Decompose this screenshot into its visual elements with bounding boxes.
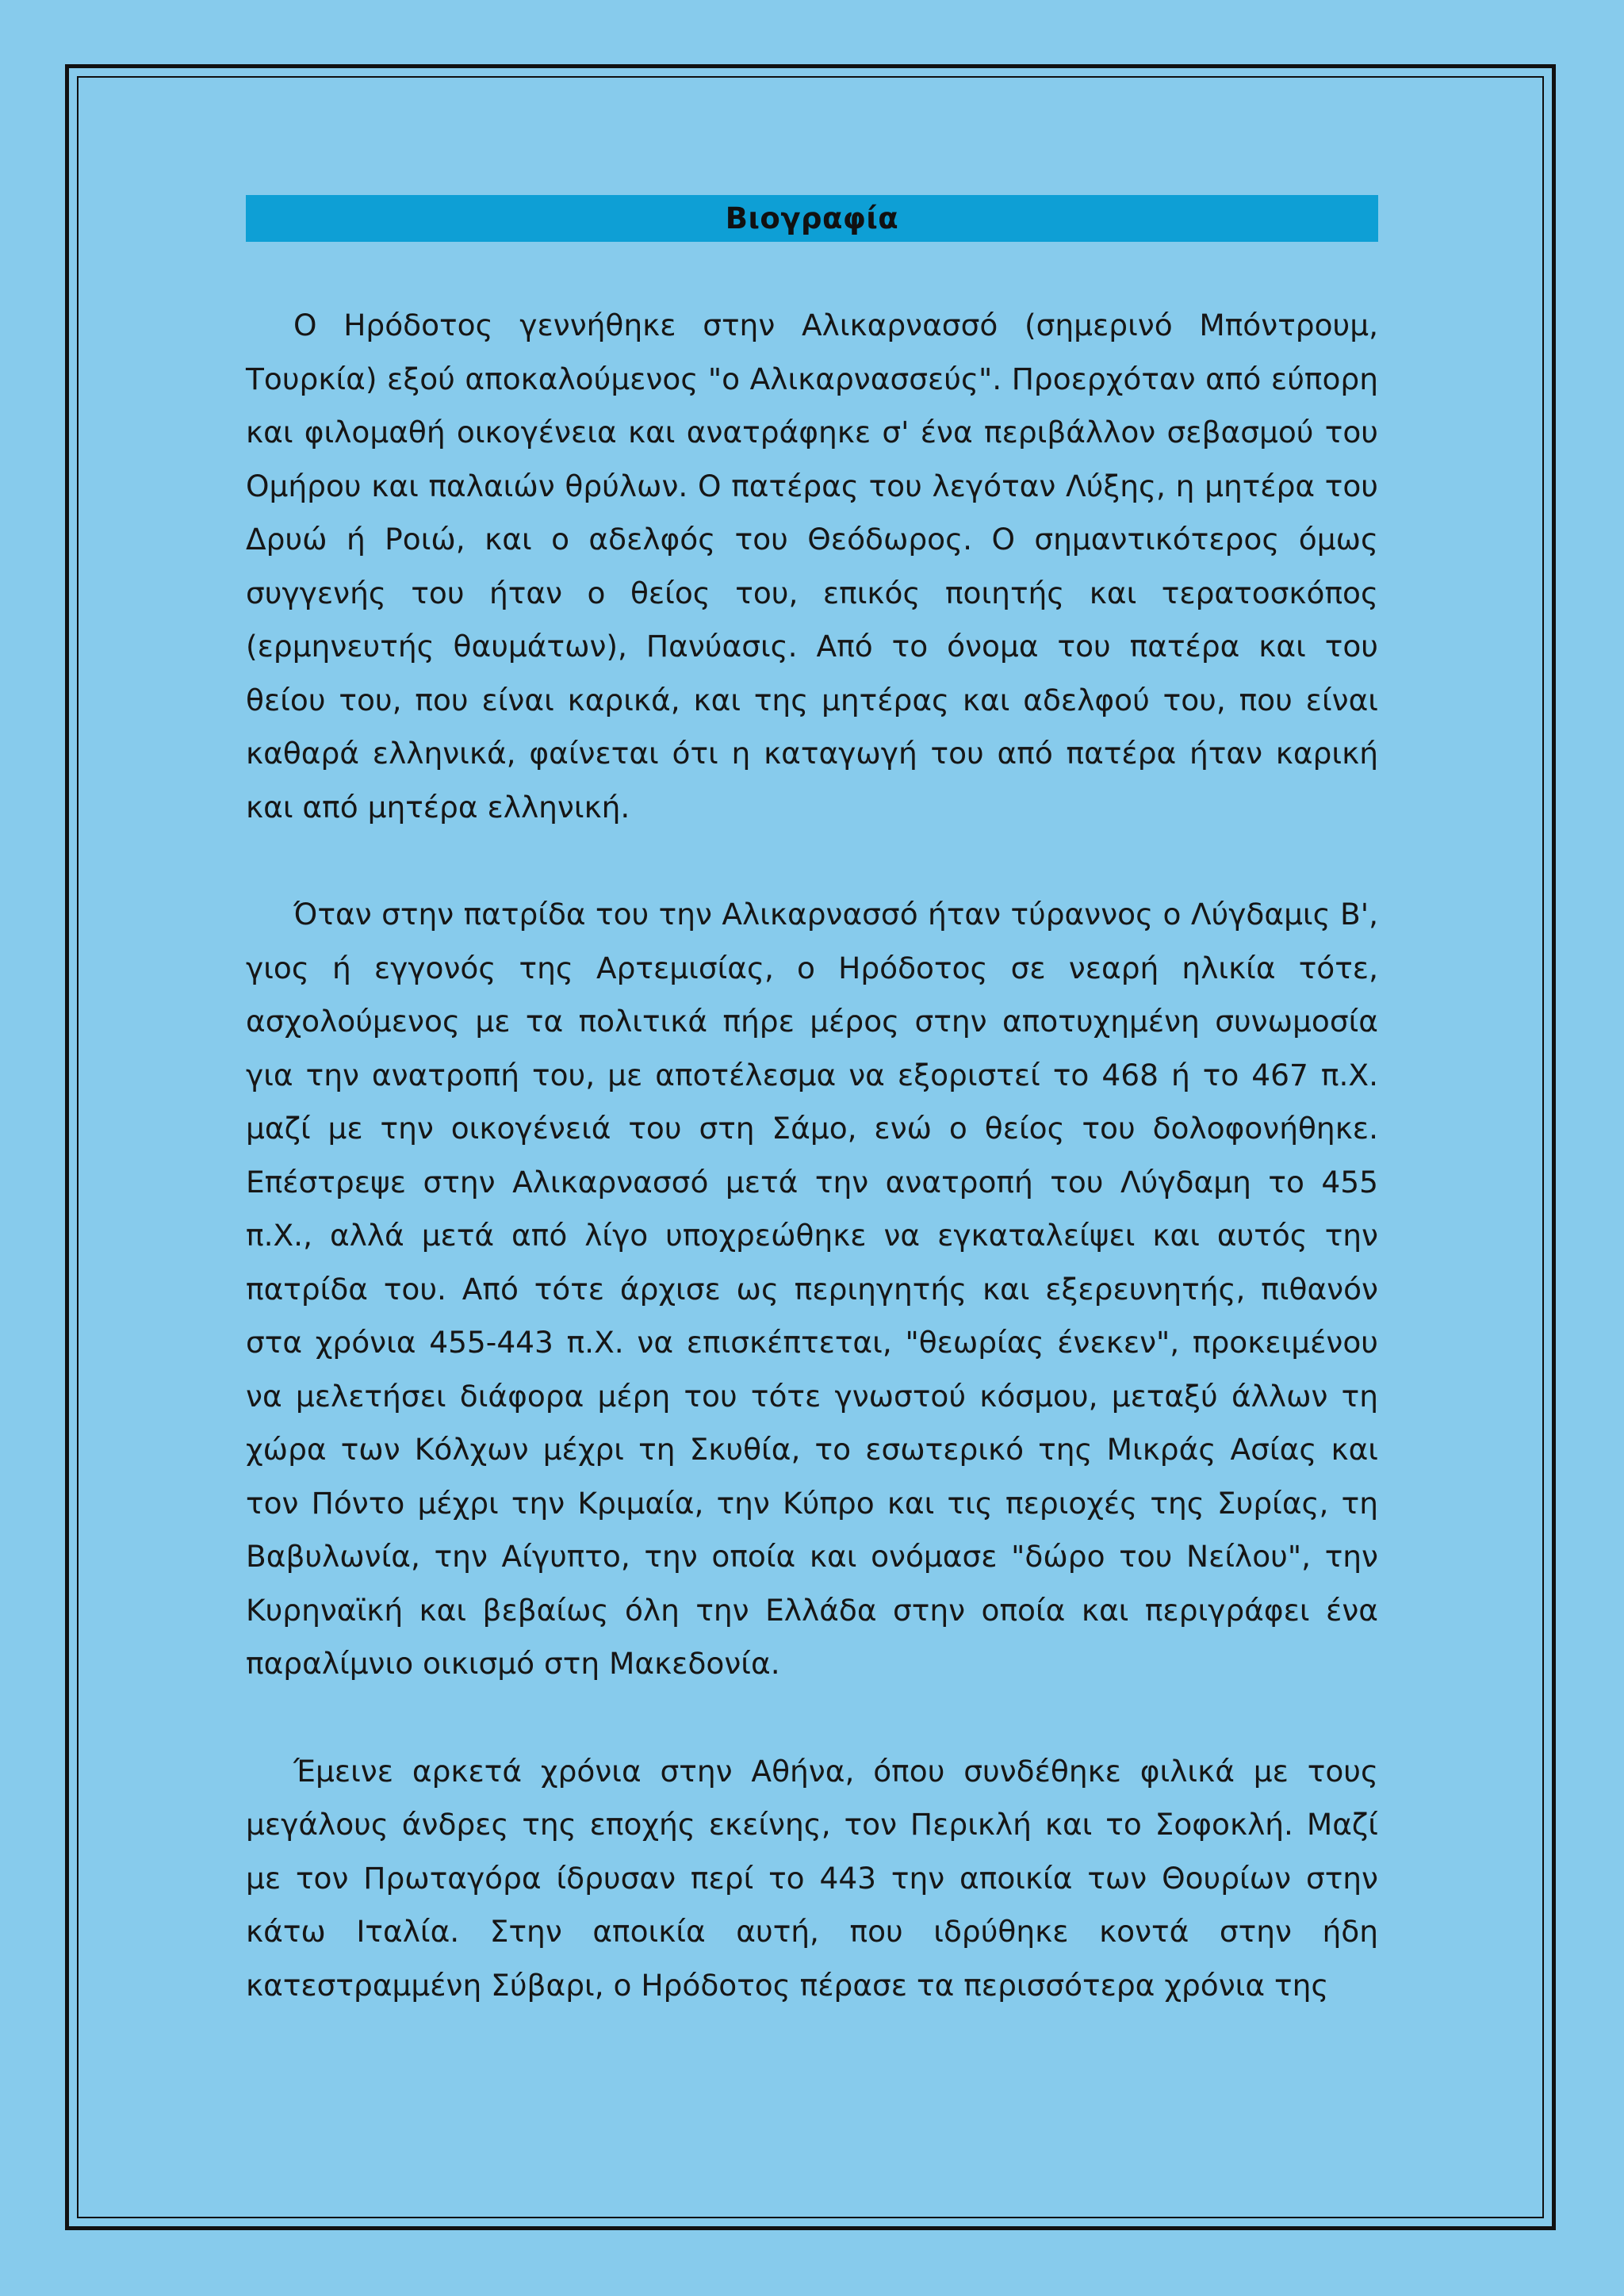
paragraph-origin: Ο Ηρόδοτος γεννήθηκε στην Αλικαρνασσό (σημερινό Μπόντρουμ, Τουρκία) εξού αποκαλούμενος "ο Αλικαρνασσεύς". Προερχόταν από εύπορη και φιλομαθή οικογένεια και ανατράφηκε σ' ένα περιβάλλον σεβασμού του Ομήρου και παλαιών θρύλων. Ο πατέρας του λεγόταν Λύξης, η μητέρα του Δρυώ ή Ροιώ, και ο αδελφός του Θεόδωρος. Ο σημαντικότερος όμως συγγενής του ήταν ο θείος του, επικός ποιητής και τερατοσκόπος (ερμηνευτής θαυμάτων), Πανύασις. Από το όνομα του πατέρα και του θείου του, που είναι καρικά, και της μητέρας και αδελφού του, που είναι καθαρά ελληνικά, φαίνεται ότι η καταγωγή του από πατέρα ήταν καρική και από μητέρα ελληνική. bbox=[246, 308, 1378, 825]
section-heading: Βιογραφία bbox=[725, 201, 899, 235]
document-body bbox=[246, 195, 1378, 2066]
heading-band bbox=[246, 195, 1378, 242]
paragraph-athens: Έμεινε αρκετά χρόνια στην Αθήνα, όπου συνδέθηκε φιλικά με τους μεγάλους άνδρες της εποχής εκείνης, τον Περικλή και το Σοφοκλή. Μαζί με τον Πρωταγόρα ίδρυσαν περί το 443 την αποικία των Θουρίων στην κάτω Ιταλία. Στην αποικία αυτή, που ιδρύθηκε κοντά στην ήδη κατεστραμμένη Σύβαρι, ο Ηρόδοτος πέρασε τα περισσότερα χρόνια της bbox=[246, 1753, 1378, 2003]
paragraph-exile-travels: Όταν στην πατρίδα του την Αλικαρνασσό ήταν τύραννος ο Λύγδαμις Β', γιος ή εγγονός της Αρτεμισίας, ο Ηρόδοτος σε νεαρή ηλικία τότε, ασχολούμενος με τα πολιτικά πήρε μέρος στην αποτυχημένη συνωμοσία για την ανατροπή του, με αποτέλεσμα να εξοριστεί το 468 ή το 467 π.Χ. μαζί με την οικογένειά του στη Σάμο, ενώ ο θείος του δολοφονήθηκε. Επέστρεψε στην Αλικαρνασσό μετά την ανατροπή του Λύγδαμη το 455 π.Χ., αλλά μετά από λίγο υποχρεώθηκε να εγκαταλείψει και αυτός την πατρίδα του. Από τότε άρχισε ως περιηγητής και εξερευνητής, πιθανόν στα χρόνια 455-443 π.Χ. να επισκέπτεται, "θεωρίας ένεκεν", προκειμένου να μελετήσει διάφορα μέρη του τότε γνωστού κόσμου, μεταξύ άλλων τη χώρα των Κόλχων μέχρι τη Σκυθία, το εσωτερικό της Μικράς Ασίας και τον Πόντο μέχρι την Κριμαία, την Κύπρο και τις περιοχές της Συρίας, τη Βαβυλωνία, την Αίγυπτο, την οποία και ονόμασε "δώρο του Νείλου", την Κυρηναϊκή και βεβαίως όλη την Ελλάδα στην οποία και περιγράφει ένα παραλίμνιο οικισμό στη Μακεδονία. bbox=[246, 897, 1378, 1681]
